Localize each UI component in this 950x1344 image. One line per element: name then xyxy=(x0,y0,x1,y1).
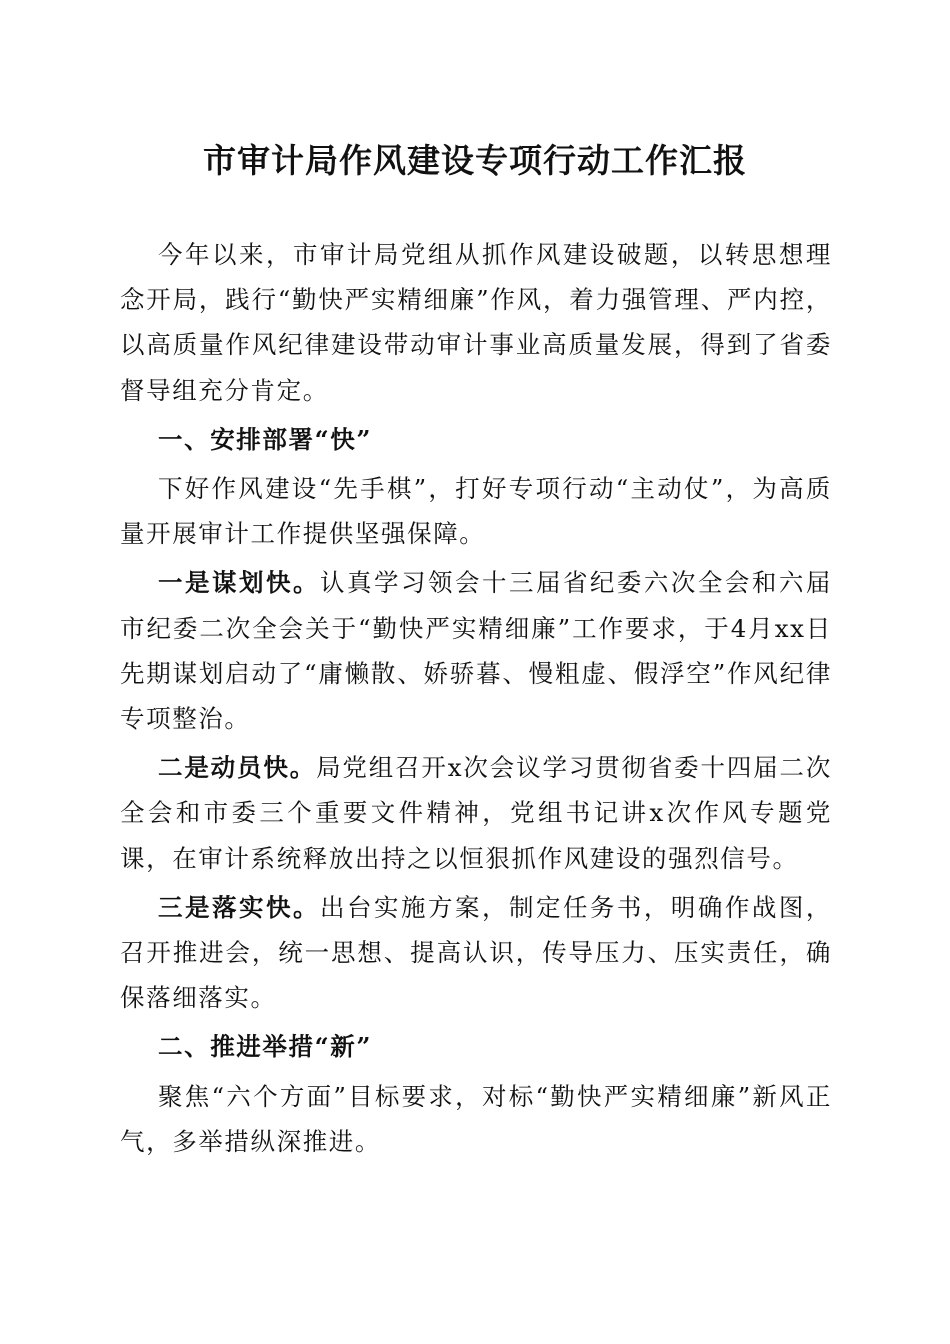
section-2-heading: 二、推进举措“新” xyxy=(158,1032,373,1062)
section-1-item-1 xyxy=(120,560,832,741)
document-body xyxy=(120,232,832,1168)
section-1-heading: 一、安排部署“快” xyxy=(158,424,373,454)
item-1-text: 认真学习领会十三届省纪委六次全会和六届市纪委二次全会关于“勤快严实精细廉”工作要求，于4月xx日先期谋划启动了“庸懒散、娇骄暮、慢粗虚、假浮空”作风纪律专项整治。 xyxy=(120,568,832,734)
section-2-summary: 聚焦“六个方面”目标要求，对标“勤快严实精细廉”新风正气，多举措纵深推进。 xyxy=(120,1081,832,1156)
section-1-item-3 xyxy=(120,885,832,1021)
item-2-lead: 二是动员快。 xyxy=(158,753,317,783)
section-1-item-2 xyxy=(120,745,832,881)
section-1-summary: 下好作风建设“先手棋”，打好专项行动“主动仗”，为高质量开展审计工作提供坚强保障。 xyxy=(120,474,832,549)
item-1-lead: 一是谋划快。 xyxy=(158,568,320,598)
item-3-lead: 三是落实快。 xyxy=(158,892,320,922)
item-2-text: 局党组召开x次会议学习贯彻省委十四届二次全会和市委三个重要文件精神，党组书记讲x次作风专题党课，在审计系统释放出持之以恒狠抓作风建设的强烈信号。 xyxy=(120,753,832,873)
document-title: 市审计局作风建设专项行动工作汇报 xyxy=(203,141,747,180)
intro-paragraph: 今年以来，市审计局党组从抓作风建设破题，以转思想理念开局，践行“勤快严实精细廉”作风，着力强管理、严内控，以高质量作风纪律建设带动审计事业高质量发展，得到了省委督导组充分肯定。 xyxy=(120,240,832,405)
item-3-text: 出台实施方案，制定任务书，明确作战图，召开推进会，统一思想、提高认识，传导压力、压实责任，确保落细落实。 xyxy=(120,892,832,1013)
